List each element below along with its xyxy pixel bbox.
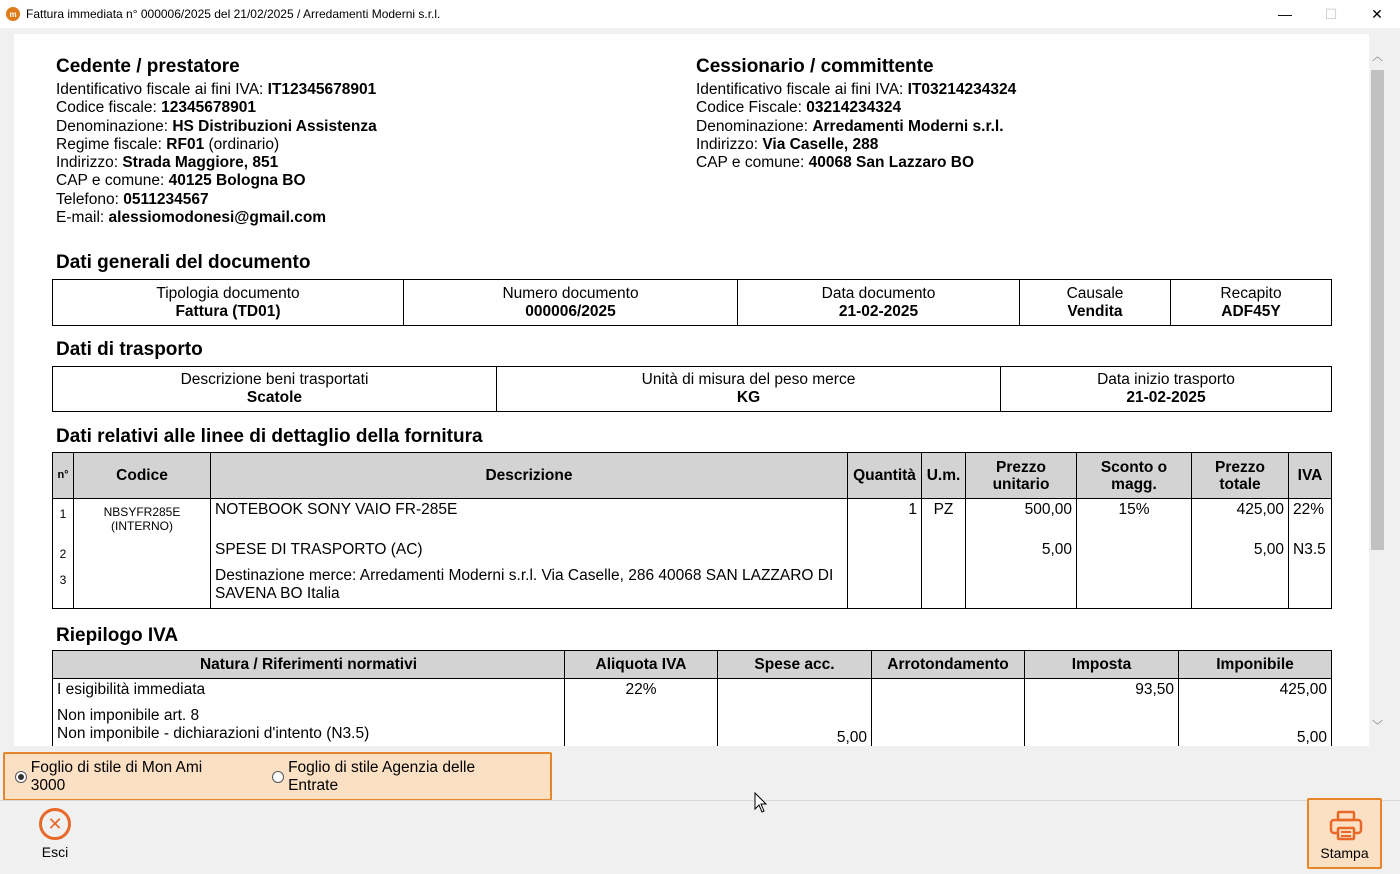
label: CAP e comune: (696, 154, 805, 172)
cedente-regime: RF01 (166, 135, 205, 153)
row-natura (53, 705, 565, 747)
cessionario-block (696, 56, 1016, 172)
table-cell (1020, 280, 1171, 326)
radio-label: Foglio di stile Agenzia delle Entrate (288, 758, 476, 794)
linee-table (52, 452, 1332, 609)
mouse-cursor-icon (754, 792, 768, 814)
cedente-block (56, 56, 377, 227)
maximize-button: ☐ (1324, 5, 1338, 22)
row-price: 500,00 (966, 499, 1077, 539)
table-cell (497, 367, 1001, 412)
radio-checked-icon[interactable] (15, 771, 27, 783)
col-header: Imposta (1025, 651, 1179, 679)
row-price: 5,00 (966, 539, 1077, 565)
cessionario-denominazione: Arredamenti Moderni s.r.l. (812, 117, 1004, 135)
row-natura (53, 679, 565, 705)
cedente-piva: IT12345678901 (267, 81, 377, 98)
row-arrotondamento (872, 679, 1025, 705)
row-number: 1 (53, 499, 74, 539)
printer-icon (1329, 810, 1363, 842)
row-price (966, 565, 1077, 609)
row-total: 5,00 (1192, 539, 1289, 565)
cell-label: Data inizio trasporto (1097, 371, 1235, 388)
col-header: Arrotondamento (872, 651, 1025, 679)
table-row (53, 499, 1332, 539)
cell-value: Vendita (1067, 302, 1123, 320)
stylesheet-selector (3, 752, 552, 801)
dati-generali-table (52, 279, 1332, 326)
table-row (53, 705, 1332, 747)
label: Codice Fiscale: (696, 99, 802, 117)
cessionario-heading: Cessionario / committente (696, 56, 934, 77)
linee-heading: Dati relativi alle linee di dettaglio della fornitura (56, 426, 483, 447)
window-title: Fattura immediata n° 000006/2025 del 21/02/2025 / Arredamenti Moderni s.r.l. (26, 7, 441, 21)
label: Regime fiscale: (56, 135, 162, 153)
row-spese: 5,00 (718, 705, 872, 747)
row-number: 3 (53, 565, 74, 609)
row-aliquota (565, 705, 718, 747)
label: Denominazione: (696, 117, 809, 135)
col-header: Spese acc. (718, 651, 872, 679)
riepilogo-heading: Riepilogo IVA (56, 625, 179, 646)
cessionario-piva: IT03214234324 (907, 81, 1017, 98)
app-logo-icon: m (6, 7, 20, 21)
row-number: 2 (53, 539, 74, 565)
cell-label: Recapito (1220, 284, 1282, 302)
col-header: Aliquota IVA (565, 651, 718, 679)
cell-label: Tipologia documento (156, 284, 300, 302)
code-type: (INTERNO) (111, 519, 173, 533)
cell-value: 21-02-2025 (1126, 389, 1206, 406)
cessionario-cap: 40068 San Lazzaro BO (808, 154, 975, 172)
regime-note: (ordinario) (208, 135, 280, 153)
row-vat: 22% (1289, 499, 1332, 539)
row-imposta: 93,50 (1025, 679, 1179, 705)
label: Codice fiscale: (56, 99, 157, 117)
cell-value: 21-02-2025 (838, 302, 919, 320)
row-total (1192, 565, 1289, 609)
close-button[interactable]: ✕ (1371, 5, 1383, 22)
row-imponibile: 425,00 (1179, 679, 1332, 705)
row-vat (1289, 565, 1332, 609)
label: E-mail: (56, 209, 105, 227)
cessionario-cf: 03214234324 (806, 99, 902, 117)
close-circle-icon: ✕ (39, 808, 71, 840)
vertical-scrollbar[interactable] (1369, 34, 1386, 746)
row-code (74, 565, 211, 609)
table-cell (1171, 280, 1332, 326)
col-header: Quantità (848, 453, 922, 499)
col-header: Descrizione (211, 453, 848, 499)
cell-label: Numero documento (502, 284, 639, 302)
dati-generali-heading: Dati generali del documento (56, 252, 311, 273)
row-um (922, 539, 966, 565)
minimize-button[interactable]: — (1278, 6, 1292, 22)
row-imponibile: 5,00 (1179, 705, 1332, 747)
cell-value: Fattura (TD01) (175, 302, 281, 320)
cessionario-indirizzo: Via Caselle, 288 (762, 135, 879, 153)
cedente-cap: 40125 Bologna BO (168, 172, 306, 190)
row-discount: 15% (1077, 499, 1192, 539)
table-cell (53, 280, 404, 326)
row-code (74, 539, 211, 565)
row-aliquota: 22% (565, 679, 718, 705)
cell-label: Descrizione beni trasportati (180, 371, 369, 388)
col-header: IVA (1289, 453, 1332, 499)
row-quantity (848, 565, 922, 609)
cell-value: ADF45Y (1221, 302, 1281, 320)
divider (0, 800, 1400, 801)
label: Denominazione: (56, 117, 169, 135)
row-description: SPESE DI TRASPORTO (AC) (211, 539, 848, 565)
row-code (74, 499, 211, 539)
cedente-denominazione: HS Distribuzioni Assistenza (172, 117, 377, 135)
radio-unchecked-icon[interactable] (272, 771, 284, 783)
row-arrotondamento (872, 705, 1025, 747)
col-header: Natura / Riferimenti normativi (53, 651, 565, 679)
col-header: n° (53, 453, 74, 499)
cell-value: Scatole (246, 389, 303, 406)
natura-text: Non imponibile art. 8 (57, 706, 200, 724)
table-row (53, 565, 1332, 609)
cedente-cf: 12345678901 (161, 99, 256, 117)
table-row (53, 539, 1332, 565)
row-discount (1077, 565, 1192, 609)
row-description: Destinazione merce: Arredamenti Moderni s.r.l. Via Caselle, 286 40068 SAN LAZZARO DI SAVENA BO Italia (211, 565, 848, 609)
stampa-button[interactable] (1307, 798, 1382, 869)
window-controls (1262, 0, 1400, 28)
natura-text: I esigibilità immediata (57, 681, 206, 698)
cell-label: Unità di misura del peso merce (641, 371, 856, 388)
table-cell (738, 280, 1020, 326)
label: Identificativo fiscale ai fini IVA: (56, 81, 264, 98)
row-quantity (848, 539, 922, 565)
table-cell (1001, 367, 1332, 412)
radio-agenzia-stylesheet[interactable] (272, 759, 524, 795)
scroll-thumb[interactable] (1371, 70, 1384, 550)
cell-label: Data documento (821, 284, 936, 302)
cell-label: Causale (1066, 284, 1124, 302)
title-bar (0, 0, 1400, 28)
col-header: U.m. (922, 453, 966, 499)
row-um: PZ (922, 499, 966, 539)
label: Telefono: (56, 190, 119, 208)
riepilogo-table (52, 650, 1332, 746)
table-cell (53, 367, 497, 412)
col-header: Codice (74, 453, 211, 499)
esci-button[interactable] (30, 808, 80, 868)
scroll-up-icon[interactable]: ︿ (1372, 50, 1383, 63)
radio-monami-stylesheet[interactable] (15, 759, 236, 795)
code-value: NBSYFR285E (103, 505, 181, 519)
scroll-down-icon[interactable]: ﹀ (1372, 719, 1383, 732)
trasporto-table (52, 366, 1332, 412)
row-total: 425,00 (1192, 499, 1289, 539)
col-header: Prezzo totale (1192, 453, 1289, 499)
invoice-document (14, 34, 1369, 746)
col-header: Prezzo unitario (966, 453, 1077, 499)
table-row (53, 679, 1332, 705)
row-um (922, 565, 966, 609)
row-vat: N3.5 (1289, 539, 1332, 565)
label: Indirizzo: (696, 135, 759, 153)
cedente-heading: Cedente / prestatore (56, 56, 240, 77)
label: Identificativo fiscale ai fini IVA: (696, 81, 904, 98)
cedente-email: alessiomodonesi@gmail.com (108, 209, 327, 227)
esci-label: Esci (41, 844, 69, 860)
row-spese (718, 679, 872, 705)
row-quantity: 1 (848, 499, 922, 539)
stampa-label: Stampa (1320, 845, 1369, 861)
cedente-indirizzo: Strada Maggiore, 851 (122, 154, 279, 172)
cell-value: KG (736, 389, 761, 406)
radio-label: Foglio di stile di Mon Ami 3000 (30, 758, 203, 794)
trasporto-heading: Dati di trasporto (56, 339, 203, 360)
row-imposta (1025, 705, 1179, 747)
row-description: NOTEBOOK SONY VAIO FR-285E (211, 499, 848, 539)
cedente-telefono: 0511234567 (123, 190, 209, 208)
document-viewer[interactable] (14, 34, 1386, 746)
natura-detail: Non imponibile - dichiarazioni d'intento (N3.5) (57, 724, 370, 742)
row-discount (1077, 539, 1192, 565)
cell-value: 000006/2025 (525, 302, 616, 320)
label: CAP e comune: (56, 172, 165, 190)
col-header: Imponibile (1179, 651, 1332, 679)
table-cell (404, 280, 738, 326)
label: Indirizzo: (56, 154, 119, 172)
col-header: Sconto o magg. (1077, 453, 1192, 499)
